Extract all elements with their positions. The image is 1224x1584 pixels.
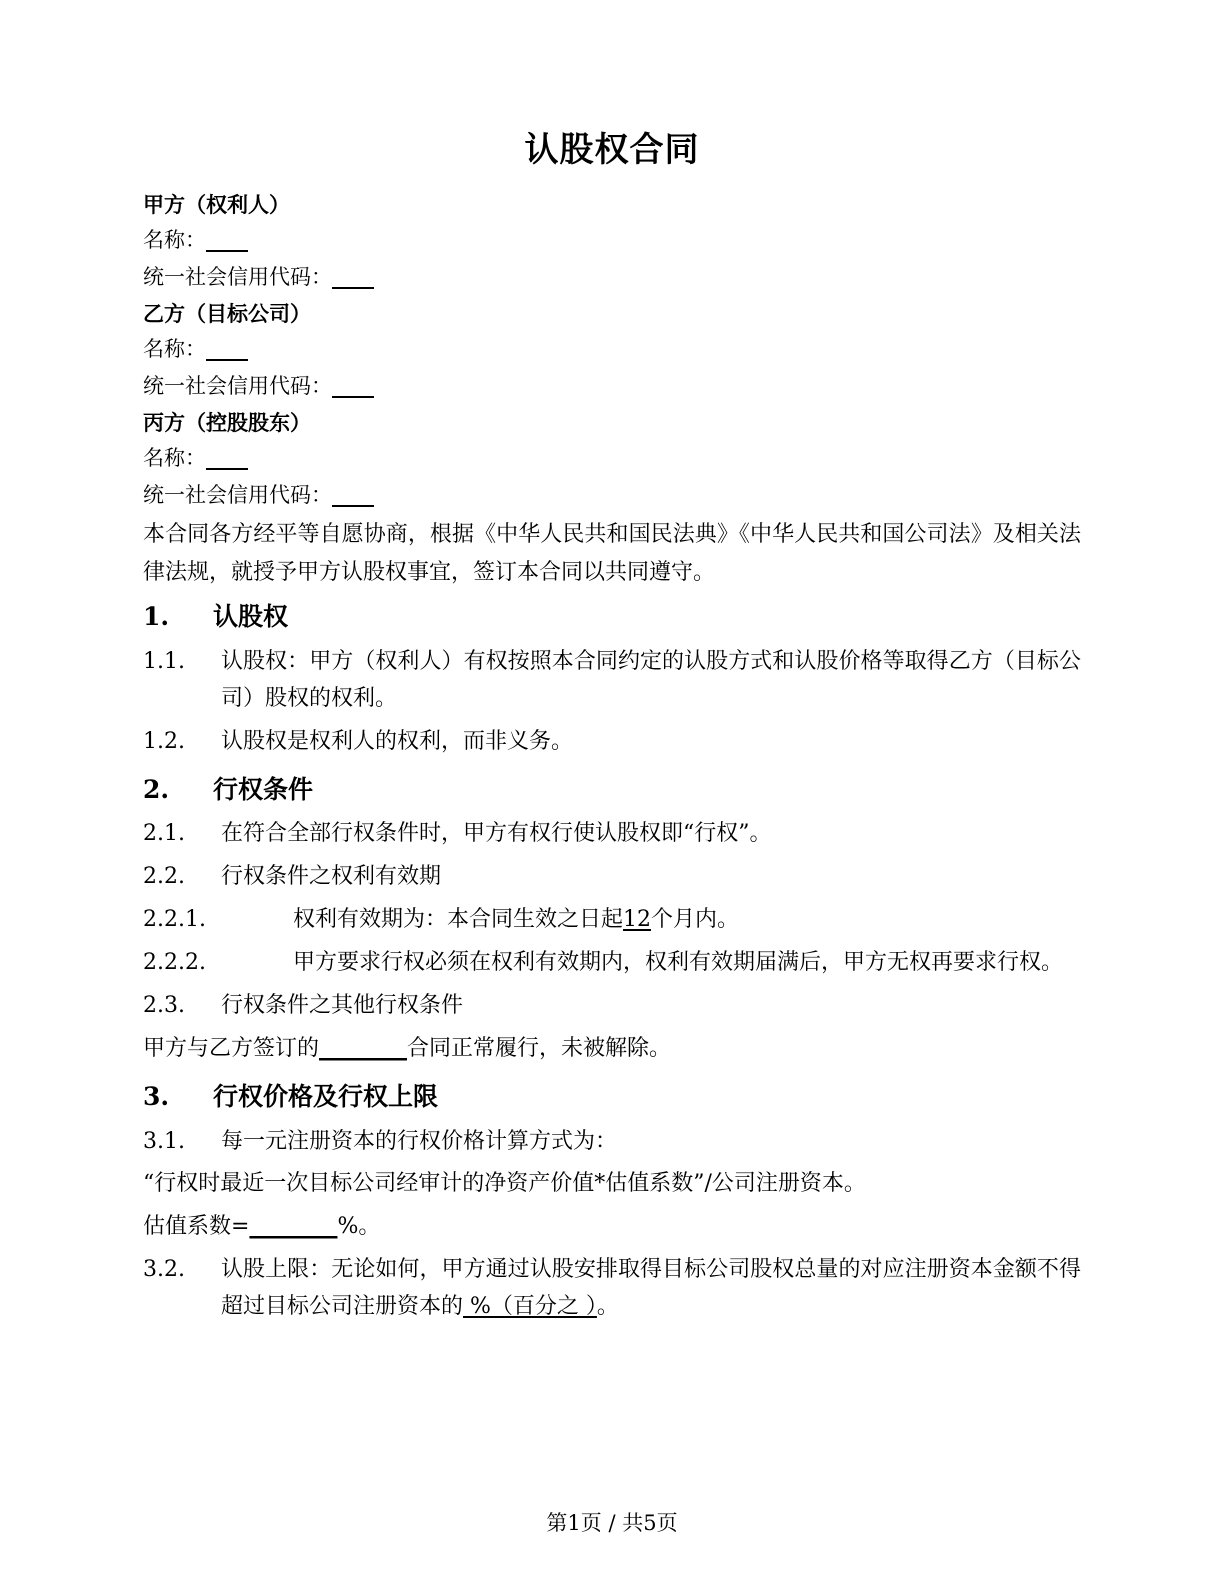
party-code-label: 统一社会信用代码： <box>143 482 332 507</box>
party-code-line-jiafang <box>143 259 1081 296</box>
section-heading-1 <box>143 591 1081 641</box>
party-name-label: 名称： <box>143 445 206 470</box>
footer-total-pages: 5 <box>643 1510 657 1535</box>
clause-number: 3.2. <box>143 1257 185 1283</box>
clause-text: 认股权是权利人的权利，而非义务。 <box>221 728 574 754</box>
exercise-price-formula: “行权时最近一次目标公司经审计的净资产价值*估值系数”/公司注册资本。 <box>143 1171 866 1197</box>
footer-middle: 页 / 共 <box>580 1510 644 1535</box>
party-code-blank: ____ <box>332 482 374 507</box>
clause-number: 1.2. <box>143 728 185 754</box>
clause-underlined-value: 12 <box>623 907 652 933</box>
clause-number: 2.3. <box>143 993 185 1019</box>
clause-number: 1.1. <box>143 648 185 674</box>
party-name-line-jiafang <box>143 222 1081 259</box>
party-name-label: 名称： <box>143 336 206 361</box>
clause-text-after: 个月内。 <box>651 907 740 933</box>
clause-2-2 <box>143 856 1081 899</box>
clause-3-2 <box>143 1249 1081 1329</box>
trailing-text-before: 甲方与乙方签订的 <box>143 1036 320 1062</box>
section-title: 行权条件 <box>213 774 314 804</box>
party-code-label: 统一社会信用代码： <box>143 373 332 398</box>
party-code-blank: ____ <box>332 373 374 398</box>
party-code-line-yifang <box>143 368 1081 405</box>
party-code-line-bingfang <box>143 477 1081 514</box>
coefficient-text-before: 估值系数= <box>143 1214 250 1240</box>
section-heading-3 <box>143 1071 1081 1121</box>
section-number: 2. <box>143 774 170 804</box>
clause-number: 2.2.1. <box>143 907 206 933</box>
section-title: 认股权 <box>213 602 289 632</box>
clause-2-1 <box>143 813 1081 856</box>
clause-2-3-trailing-line <box>143 1028 1081 1071</box>
clause-text-after: 。 <box>596 1294 619 1320</box>
party-name-blank: ____ <box>206 336 248 361</box>
trailing-text-after: 合同正常履行，未被解除。 <box>407 1036 672 1062</box>
page-title: 认股权合同 <box>524 130 700 170</box>
party-name-label: 名称： <box>143 227 206 252</box>
section-number: 3. <box>143 1082 170 1112</box>
clause-underlined-blank: %（百分之 ） <box>463 1294 597 1320</box>
clause-text: 每一元注册资本的行权价格计算方式为： <box>221 1128 618 1154</box>
party-name-line-yifang <box>143 331 1081 368</box>
clause-text: 在符合全部行权条件时，甲方有权行使认股权即“行权”。 <box>221 821 772 847</box>
clause-2-2-2 <box>143 942 1081 985</box>
trailing-blank: ________ <box>319 1036 408 1062</box>
clause-number: 2.2.2. <box>143 950 206 976</box>
clause-2-3 <box>143 985 1081 1028</box>
clause-text-before: 权利有效期为：本合同生效之日起 <box>293 907 624 933</box>
coefficient-blank: ________ <box>249 1214 338 1240</box>
clause-text: 认股权：甲方（权利人）有权按照本合同约定的认股方式和认股价格等取得乙方（目标公司）股权的权利。 <box>221 648 1081 711</box>
party-code-blank: ____ <box>332 264 374 289</box>
clause-1-2 <box>143 721 1081 764</box>
clause-3-1 <box>143 1121 1081 1164</box>
section-number: 1. <box>143 602 170 632</box>
footer-prefix: 第 <box>546 1510 568 1535</box>
coefficient-text-after: %。 <box>337 1214 381 1240</box>
clause-number: 3.1. <box>143 1128 185 1154</box>
party-code-label: 统一社会信用代码： <box>143 264 332 289</box>
party-heading-bingfang: 丙方（控股股东） <box>143 409 311 435</box>
party-name-blank: ____ <box>206 445 248 470</box>
clause-text: 行权条件之权利有效期 <box>221 864 442 890</box>
page-footer <box>0 1511 1224 1536</box>
clause-number: 2.2. <box>143 864 185 890</box>
preamble-paragraph: 本合同各方经平等自愿协商，根据《中华人民共和国民法典》《中华人民共和国公司法》及相关法律法规，就授予甲方认股权事宜，签订本合同以共同遵守。 <box>143 521 1081 585</box>
clause-1-1 <box>143 641 1081 721</box>
section-title: 行权价格及行权上限 <box>213 1082 439 1112</box>
party-name-blank: ____ <box>206 227 248 252</box>
party-heading-yifang: 乙方（目标公司） <box>143 300 311 326</box>
footer-current-page: 1 <box>567 1510 581 1535</box>
clause-text: 甲方要求行权必须在权利有效期内，权利有效期届满后，甲方无权再要求行权。 <box>293 950 1064 976</box>
party-heading-jiafang: 甲方（权利人） <box>143 191 290 217</box>
clause-text-before: 认股上限：无论如何，甲方通过认股安排取得目标公司股权总量的对应注册资本金额不得超过目标公司注册资本的 <box>221 1257 1081 1320</box>
footer-suffix: 页 <box>656 1510 678 1535</box>
clause-text: 行权条件之其他行权条件 <box>221 993 464 1019</box>
valuation-coefficient-line <box>143 1206 1081 1249</box>
clause-2-2-1 <box>143 899 1081 942</box>
party-name-line-bingfang <box>143 440 1081 477</box>
clause-number: 2.1. <box>143 821 185 847</box>
section-heading-2 <box>143 764 1081 814</box>
